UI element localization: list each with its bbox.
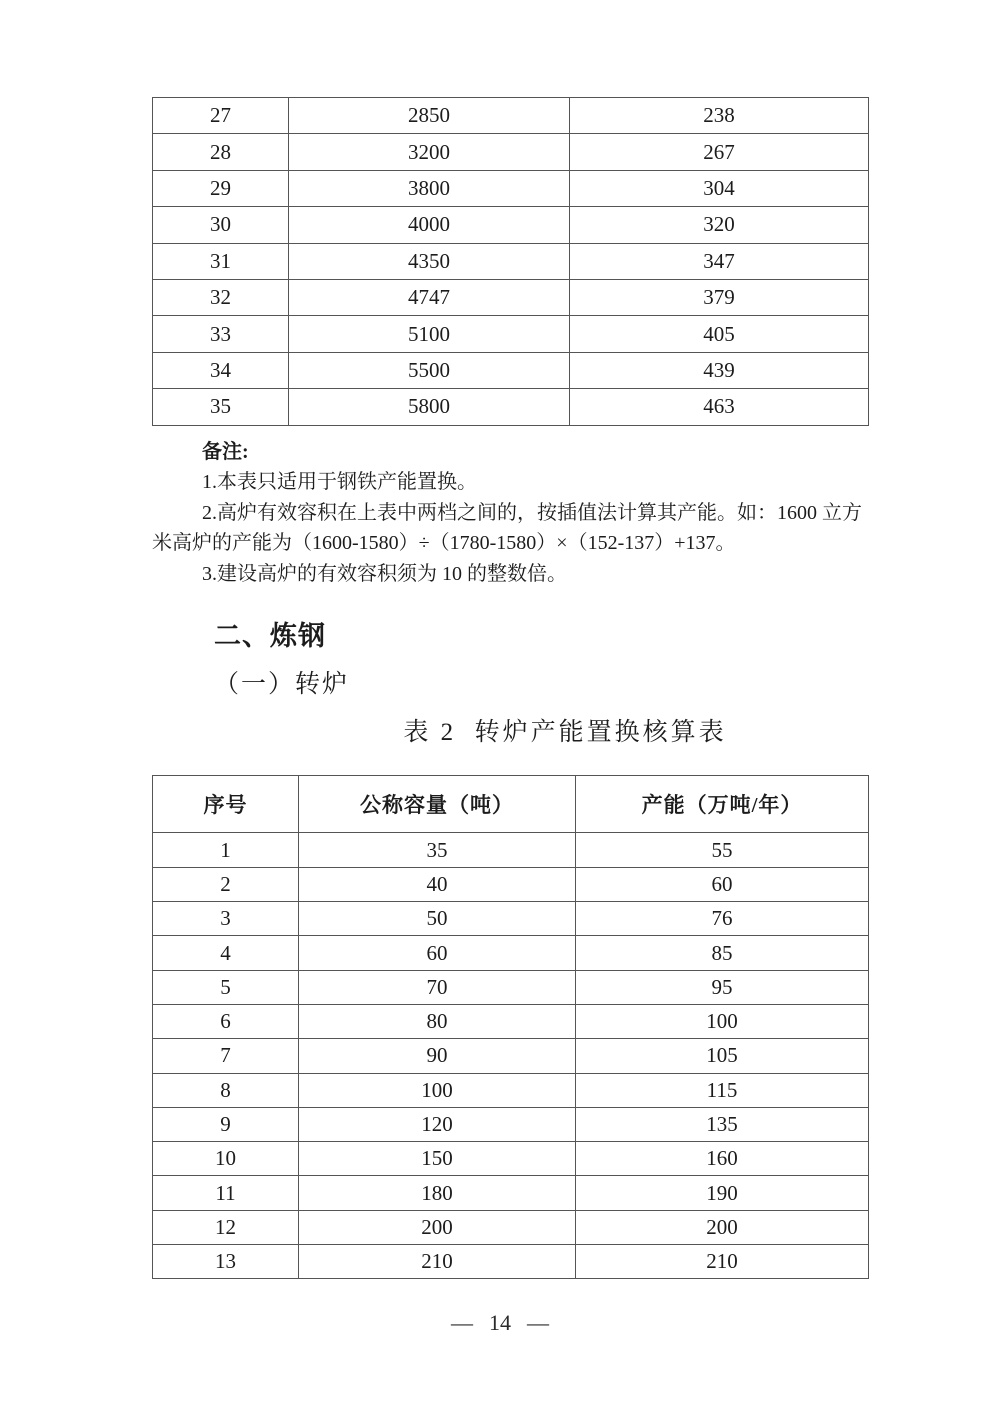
table-cell: 34 xyxy=(153,352,289,388)
table-cell: 85 xyxy=(576,936,869,970)
column-header: 产能（万吨/年） xyxy=(576,776,869,833)
table-cell: 180 xyxy=(299,1176,576,1210)
table-cell: 8 xyxy=(153,1073,299,1107)
table-cell: 210 xyxy=(299,1245,576,1279)
table-cell: 13 xyxy=(153,1245,299,1279)
table-row xyxy=(153,134,869,170)
table-cell: 5 xyxy=(153,970,299,1004)
table-cell: 267 xyxy=(570,134,869,170)
table-row xyxy=(153,207,869,243)
footer-left-dash: — xyxy=(451,1310,473,1335)
table-cell: 80 xyxy=(299,1004,576,1038)
table-row xyxy=(153,389,869,425)
table-cell: 40 xyxy=(299,867,576,901)
table-row xyxy=(153,279,869,315)
table-row xyxy=(153,1039,869,1073)
table-cell: 3 xyxy=(153,902,299,936)
table-cell: 5100 xyxy=(289,316,570,352)
table-cell: 200 xyxy=(299,1210,576,1244)
table-cell: 210 xyxy=(576,1245,869,1279)
table-cell: 190 xyxy=(576,1176,869,1210)
table-row xyxy=(153,98,869,134)
table-cell: 70 xyxy=(299,970,576,1004)
column-header: 公称容量（吨） xyxy=(299,776,576,833)
table-cell: 90 xyxy=(299,1039,576,1073)
table-cell: 3200 xyxy=(289,134,570,170)
subsection-heading-converter: （一）转炉 xyxy=(214,671,350,699)
notes-label: 备注: xyxy=(202,440,249,463)
table-cell: 60 xyxy=(299,936,576,970)
table-cell: 6 xyxy=(153,1004,299,1038)
table-row xyxy=(153,1004,869,1038)
page-number: 14 xyxy=(489,1310,511,1335)
table-cell: 4 xyxy=(153,936,299,970)
table-cell: 35 xyxy=(153,389,289,425)
page-content xyxy=(152,0,868,1279)
table-cell: 50 xyxy=(299,902,576,936)
column-header: 序号 xyxy=(153,776,299,833)
table-cell: 60 xyxy=(576,867,869,901)
table-row xyxy=(153,1245,869,1279)
table-row xyxy=(153,1176,869,1210)
table-cell: 379 xyxy=(570,279,869,315)
table-cell: 2 xyxy=(153,867,299,901)
table-cell: 4000 xyxy=(289,207,570,243)
table-cell: 320 xyxy=(570,207,869,243)
table-cell: 100 xyxy=(299,1073,576,1107)
table-row xyxy=(153,243,869,279)
table-cell: 10 xyxy=(153,1142,299,1176)
table-cell: 27 xyxy=(153,98,289,134)
table-cell: 5800 xyxy=(289,389,570,425)
table-cell: 30 xyxy=(153,207,289,243)
table-cell: 238 xyxy=(570,98,869,134)
table-row xyxy=(153,970,869,1004)
table-cell: 12 xyxy=(153,1210,299,1244)
blast-furnace-capacity-table-continued xyxy=(152,97,869,426)
table-cell: 3800 xyxy=(289,170,570,206)
table-cell: 11 xyxy=(153,1176,299,1210)
table-row xyxy=(153,1142,869,1176)
table-cell: 31 xyxy=(153,243,289,279)
table-cell: 55 xyxy=(576,833,869,867)
table-cell: 115 xyxy=(576,1073,869,1107)
table-cell: 76 xyxy=(576,902,869,936)
notes-block xyxy=(152,437,868,590)
table-cell: 32 xyxy=(153,279,289,315)
table-cell: 463 xyxy=(570,389,869,425)
table-2-title: 表 2 转炉产能置换核算表 xyxy=(403,719,727,747)
table-row xyxy=(153,902,869,936)
table-cell: 439 xyxy=(570,352,869,388)
table-cell: 29 xyxy=(153,170,289,206)
footer-right-dash: — xyxy=(527,1310,549,1335)
table-cell: 304 xyxy=(570,170,869,206)
table-cell: 100 xyxy=(576,1004,869,1038)
table-cell: 4350 xyxy=(289,243,570,279)
table-row xyxy=(153,867,869,901)
table-row xyxy=(153,1107,869,1141)
table-cell: 5500 xyxy=(289,352,570,388)
table-cell: 347 xyxy=(570,243,869,279)
table-cell: 2850 xyxy=(289,98,570,134)
converter-capacity-table xyxy=(152,775,869,1279)
table-cell: 200 xyxy=(576,1210,869,1244)
table-row xyxy=(153,352,869,388)
note-item-2-line-2: 米高炉的产能为（1600-1580）÷（1780-1580）×（152-137）+137。 xyxy=(152,532,736,555)
table-cell: 120 xyxy=(299,1107,576,1141)
table-cell: 160 xyxy=(576,1142,869,1176)
table-header-row xyxy=(153,776,869,833)
section-heading-steelmaking: 二、炼钢 xyxy=(214,621,326,652)
table-cell: 35 xyxy=(299,833,576,867)
note-item-3: 3.建设高炉的有效容积须为 10 的整数倍。 xyxy=(202,562,567,585)
table-cell: 33 xyxy=(153,316,289,352)
table-cell: 1 xyxy=(153,833,299,867)
table-cell: 405 xyxy=(570,316,869,352)
table-row xyxy=(153,1073,869,1107)
table-cell: 28 xyxy=(153,134,289,170)
table-cell: 150 xyxy=(299,1142,576,1176)
table-cell: 4747 xyxy=(289,279,570,315)
table-cell: 9 xyxy=(153,1107,299,1141)
note-item-2-line-1: 2.高炉有效容积在上表中两档之间的，按插值法计算其产能。如：1600 立方 xyxy=(202,501,862,524)
table-cell: 105 xyxy=(576,1039,869,1073)
table-cell: 7 xyxy=(153,1039,299,1073)
table-row xyxy=(153,936,869,970)
table-row xyxy=(153,316,869,352)
table-row xyxy=(153,833,869,867)
table-row xyxy=(153,170,869,206)
note-item-1: 1.本表只适用于钢铁产能置换。 xyxy=(202,471,477,494)
table-cell: 95 xyxy=(576,970,869,1004)
table-cell: 135 xyxy=(576,1107,869,1141)
page-footer xyxy=(0,1310,1000,1336)
table-row xyxy=(153,1210,869,1244)
